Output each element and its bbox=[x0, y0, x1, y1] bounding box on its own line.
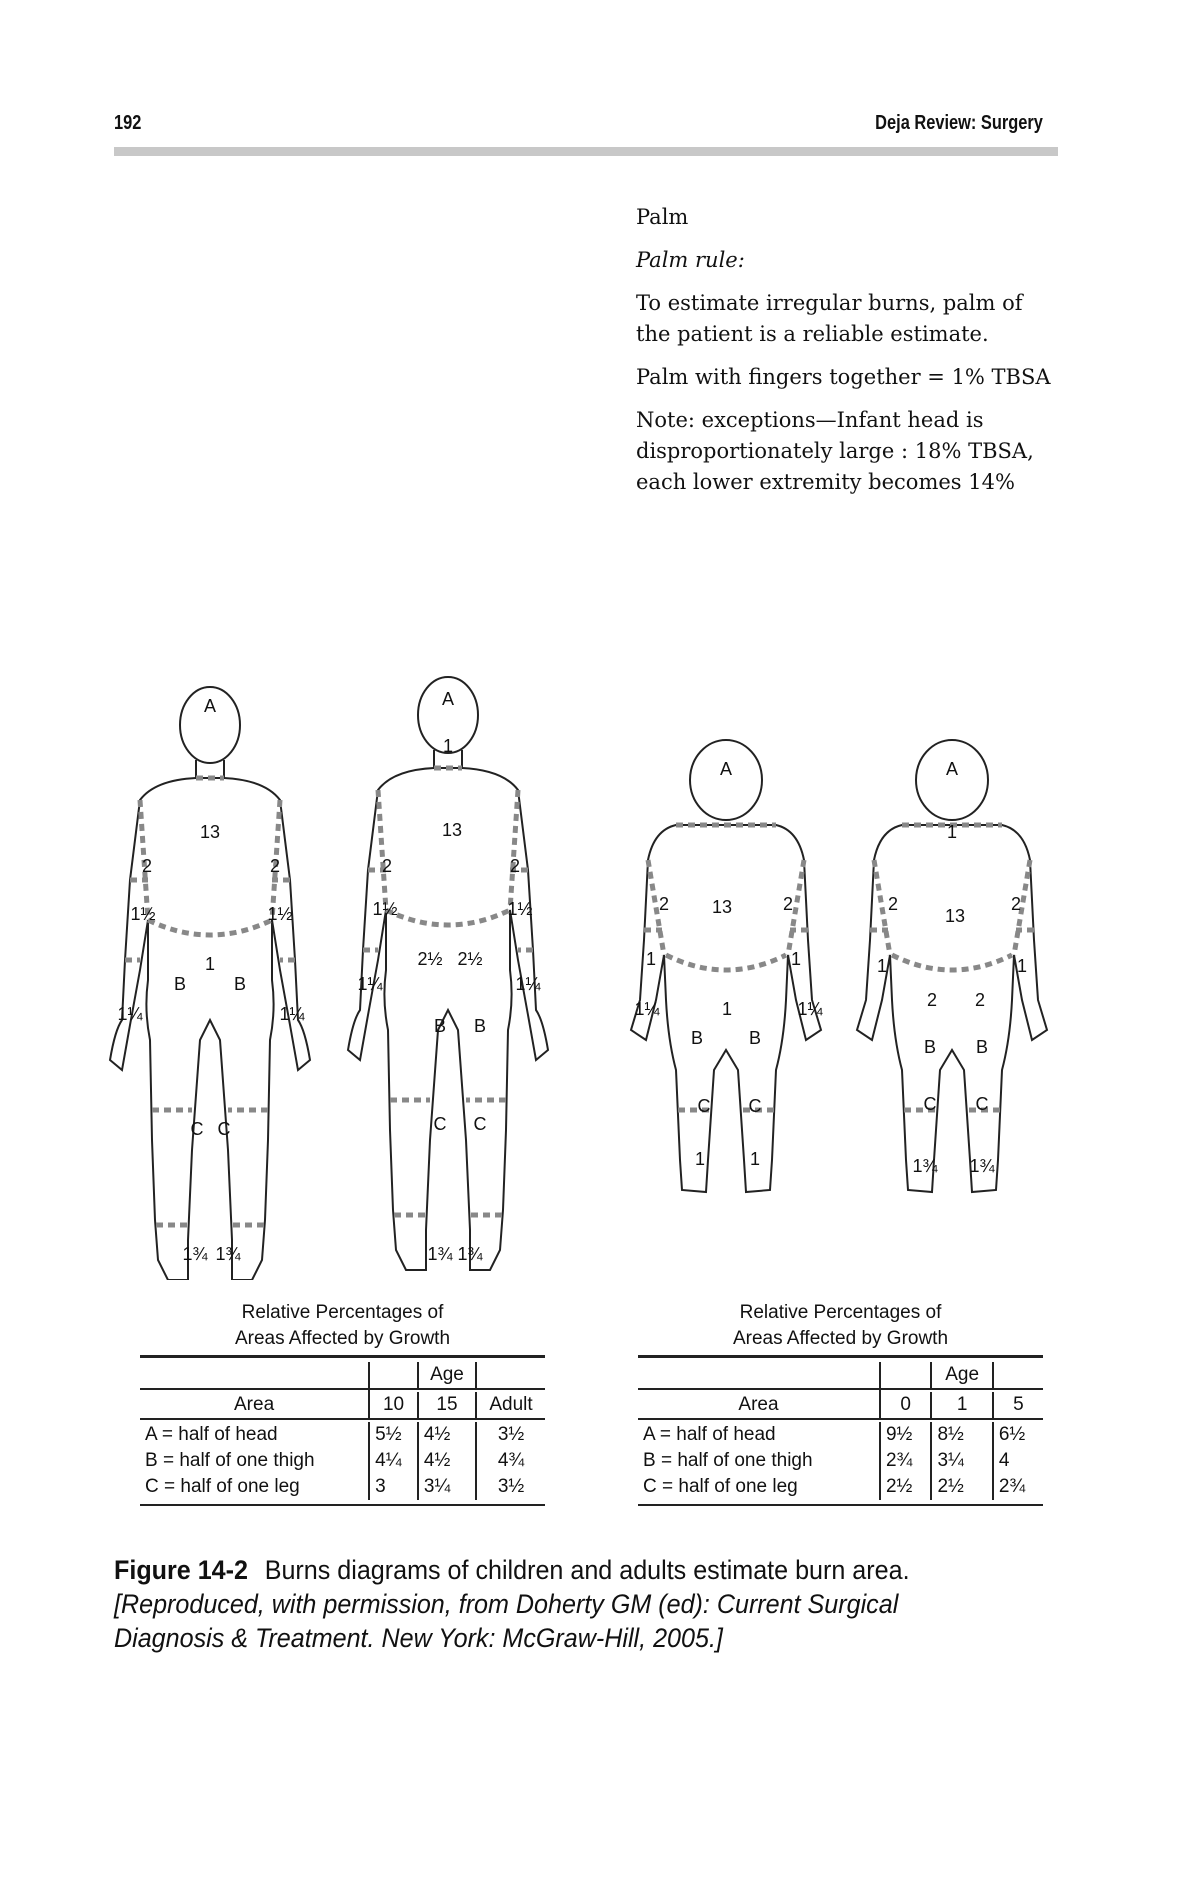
column-header: 0 bbox=[880, 1392, 931, 1419]
value-cell: 2¾ bbox=[880, 1448, 931, 1474]
value-cell: 4½ bbox=[418, 1448, 476, 1474]
adult-table-caption-line: Relative Percentages of bbox=[241, 1302, 444, 1323]
area-cell: B = half of one thigh bbox=[145, 1450, 315, 1471]
table-row bbox=[140, 1448, 545, 1474]
adult-front-forearm-label: 1½ bbox=[130, 904, 156, 924]
adult-back-thigh-label: B bbox=[433, 1016, 447, 1036]
adult-front-foot-label: 1¾ bbox=[215, 1244, 241, 1264]
value-cell: 2½ bbox=[931, 1474, 992, 1500]
adult-percentages-table bbox=[140, 1355, 545, 1506]
adult-back-hand-label: 1¼ bbox=[357, 974, 383, 994]
value-cell: 2¾ bbox=[993, 1474, 1043, 1500]
child-back-foot-label: 1¾ bbox=[912, 1156, 938, 1176]
child-front-foot-label: 1 bbox=[694, 1149, 706, 1169]
child-back-forearm-label: 1 bbox=[876, 956, 888, 976]
adult-back-hand-label: 1¼ bbox=[515, 974, 541, 994]
area-cell: C = half of one leg bbox=[643, 1476, 798, 1497]
child-back-foot-label: 1¾ bbox=[969, 1156, 995, 1176]
value-cell: 8½ bbox=[931, 1422, 992, 1448]
child-back-leg-label: C bbox=[923, 1094, 937, 1114]
value-cell: 6½ bbox=[993, 1422, 1043, 1448]
child-front-forearm-label: 1 bbox=[790, 949, 802, 969]
child-back-buttock-label: 2 bbox=[926, 990, 938, 1010]
child-front-leg-label: C bbox=[748, 1096, 762, 1116]
value-cell: 3 bbox=[369, 1474, 418, 1500]
child-front-head-label: A bbox=[719, 759, 733, 779]
adult-front-groin-label: 1 bbox=[204, 954, 216, 974]
adult-back-head-label: A bbox=[441, 689, 455, 709]
adult-back-buttock-label: 2½ bbox=[457, 949, 483, 969]
adult-front-trunk-label: 13 bbox=[199, 822, 221, 842]
adult-back-buttock-label: 2½ bbox=[417, 949, 443, 969]
column-header: 5 bbox=[993, 1392, 1043, 1419]
value-cell: 3¼ bbox=[931, 1448, 992, 1474]
child-front-hand-label: 1¼ bbox=[797, 999, 823, 1019]
child-back-thigh-label: B bbox=[923, 1037, 937, 1057]
column-header: 1 bbox=[931, 1392, 992, 1419]
adult-back-forearm-label: 1½ bbox=[372, 899, 398, 919]
value-cell: 4 bbox=[993, 1448, 1043, 1474]
child-front-upper-arm-label: 2 bbox=[658, 894, 670, 914]
adult-back-foot-label: 1¾ bbox=[427, 1244, 453, 1264]
child-back-neck-label: 1 bbox=[946, 822, 958, 842]
adult-back-foot-label: 1¾ bbox=[457, 1244, 483, 1264]
value-cell: 3½ bbox=[476, 1474, 545, 1500]
value-cell: 4½ bbox=[418, 1422, 476, 1448]
child-back-thigh-label: B bbox=[975, 1037, 989, 1057]
adult-front-hand-label: 1¼ bbox=[117, 1004, 143, 1024]
page-header bbox=[114, 112, 1043, 140]
adult-table-caption bbox=[140, 1300, 545, 1352]
child-back-leg-label: C bbox=[975, 1094, 989, 1114]
adult-front-forearm-label: 1½ bbox=[267, 904, 293, 924]
burn-body-diagrams bbox=[0, 660, 1200, 1280]
value-cell: 2½ bbox=[880, 1474, 931, 1500]
note-line: Palm rule: bbox=[636, 248, 745, 272]
value-cell: 9½ bbox=[880, 1422, 931, 1448]
child-table-caption-line: Areas Affected by Growth bbox=[732, 1328, 949, 1349]
child-front-groin-label: 1 bbox=[721, 999, 733, 1019]
child-front-trunk-label: 13 bbox=[711, 897, 733, 917]
adult-back-trunk-label: 13 bbox=[441, 820, 463, 840]
child-table-caption bbox=[638, 1300, 1043, 1352]
child-front-thigh-label: B bbox=[748, 1028, 762, 1048]
table-row bbox=[638, 1474, 1043, 1500]
value-cell: 3¼ bbox=[418, 1474, 476, 1500]
note-line: To estimate irregular burns, palm of the patient is a reliable estimate. bbox=[636, 291, 1023, 346]
adult-back-neck-label: 1 bbox=[442, 736, 454, 756]
value-cell: 3½ bbox=[476, 1422, 545, 1448]
adult-front-head-label: A bbox=[203, 696, 217, 716]
child-back-trunk-label: 13 bbox=[944, 906, 966, 926]
area-cell: A = half of head bbox=[643, 1424, 776, 1445]
header-rule bbox=[114, 147, 1058, 156]
figure-caption bbox=[114, 1553, 998, 1655]
figure-citation: [Reproduced, with permission, from Doherty GM (ed): Current Surgical Diagnosis & Treatment. New York: McGraw-Hill, 2005.] bbox=[114, 1589, 899, 1653]
area-cell: A = half of head bbox=[145, 1424, 278, 1445]
adult-front-figure bbox=[110, 687, 310, 1280]
adult-back-upper-arm-label: 2 bbox=[509, 856, 521, 876]
child-back-forearm-label: 1 bbox=[1016, 956, 1028, 976]
figure-caption-text: Burns diagrams of children and adults estimate burn area. bbox=[264, 1555, 910, 1585]
adult-table-caption-line: Areas Affected by Growth bbox=[234, 1328, 451, 1349]
note-line: Note: exceptions—Infant head is disproportionately large : 18% TBSA, each lower extremity becomes 14% bbox=[636, 408, 1034, 494]
page-number: 192 bbox=[114, 112, 142, 134]
child-back-head-label: A bbox=[945, 759, 959, 779]
adult-back-leg-label: C bbox=[473, 1114, 487, 1134]
table-row bbox=[638, 1448, 1043, 1474]
column-header: 15 bbox=[418, 1392, 476, 1419]
table-row bbox=[638, 1422, 1043, 1448]
running-title: Deja Review: Surgery bbox=[875, 112, 1043, 134]
figure-label: Figure 14-2 bbox=[114, 1555, 248, 1585]
body-figures-svg bbox=[0, 660, 1200, 1280]
age-header: Age bbox=[931, 1362, 992, 1389]
adult-back-forearm-label: 1½ bbox=[507, 899, 533, 919]
adult-front-upper-arm-label: 2 bbox=[269, 856, 281, 876]
child-front-hand-label: 1¼ bbox=[634, 999, 660, 1019]
child-back-upper-arm-label: 2 bbox=[887, 894, 899, 914]
adult-front-thigh-label: B bbox=[173, 974, 187, 994]
area-cell: C = half of one leg bbox=[145, 1476, 300, 1497]
child-front-leg-label: C bbox=[697, 1096, 711, 1116]
value-cell: 4¼ bbox=[369, 1448, 418, 1474]
adult-front-upper-arm-label: 2 bbox=[141, 856, 153, 876]
adult-front-thigh-label: B bbox=[233, 974, 247, 994]
child-front-thigh-label: B bbox=[690, 1028, 704, 1048]
child-back-buttock-label: 2 bbox=[974, 990, 986, 1010]
adult-back-leg-label: C bbox=[433, 1114, 447, 1134]
note-line: Palm bbox=[636, 205, 689, 229]
adult-front-leg-label: C bbox=[190, 1119, 204, 1139]
value-cell: 5½ bbox=[369, 1422, 418, 1448]
area-cell: B = half of one thigh bbox=[643, 1450, 813, 1471]
area-header: Area bbox=[234, 1394, 275, 1415]
adult-back-thigh-label: B bbox=[473, 1016, 487, 1036]
child-back-upper-arm-label: 2 bbox=[1010, 894, 1022, 914]
adult-back-upper-arm-label: 2 bbox=[381, 856, 393, 876]
note-line: Palm with fingers together = 1% TBSA bbox=[636, 365, 1051, 389]
age-header: Age bbox=[418, 1362, 476, 1389]
child-percentages-table bbox=[638, 1355, 1043, 1506]
adult-front-leg-label: C bbox=[217, 1119, 231, 1139]
child-table-caption-line: Relative Percentages of bbox=[739, 1302, 942, 1323]
column-header: Adult bbox=[476, 1392, 545, 1419]
child-front-upper-arm-label: 2 bbox=[782, 894, 794, 914]
table-row bbox=[140, 1474, 545, 1500]
child-front-forearm-label: 1 bbox=[645, 949, 657, 969]
column-header: 10 bbox=[369, 1392, 418, 1419]
child-front-foot-label: 1 bbox=[749, 1149, 761, 1169]
adult-front-foot-label: 1¾ bbox=[182, 1244, 208, 1264]
value-cell: 4¾ bbox=[476, 1448, 545, 1474]
adult-front-hand-label: 1¼ bbox=[279, 1004, 305, 1024]
table-row bbox=[140, 1422, 545, 1448]
palm-rule-notes bbox=[636, 202, 1056, 510]
area-header: Area bbox=[738, 1394, 779, 1415]
